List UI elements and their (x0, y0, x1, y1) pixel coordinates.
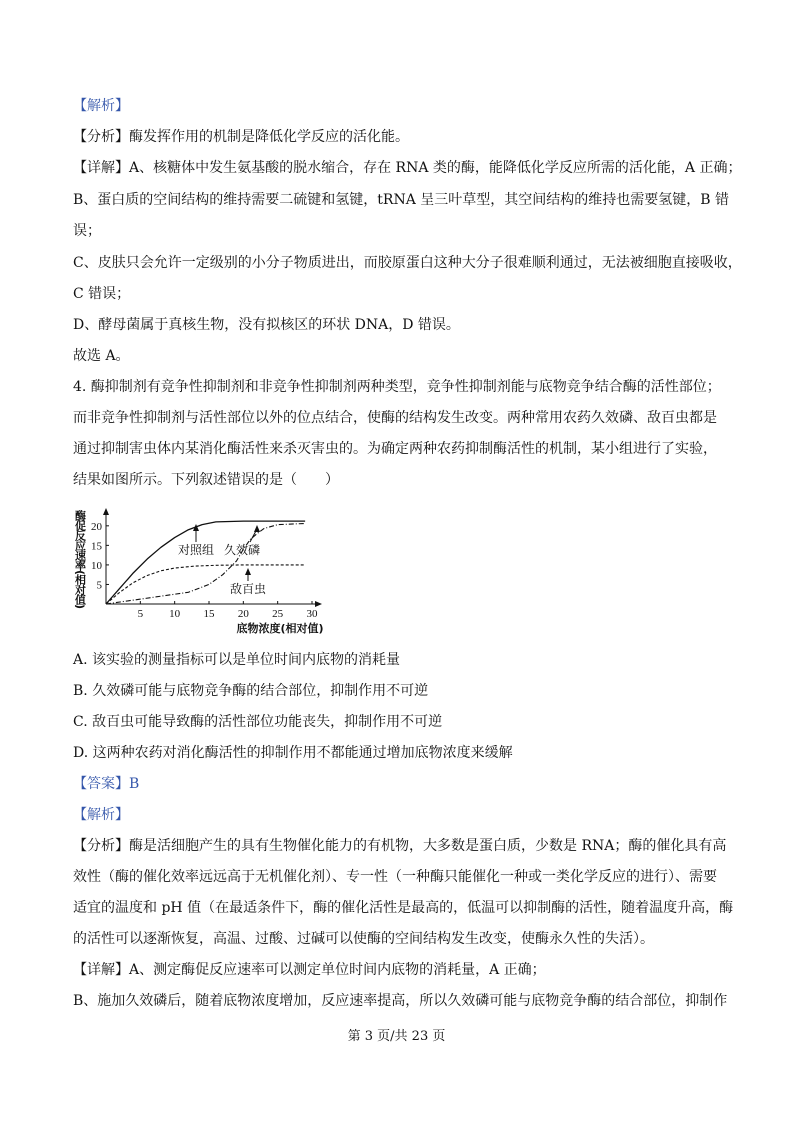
y-tick-label: 20 (91, 520, 102, 533)
text-line: B、施加久效磷后，随着底物浓度增加，反应速率提高，所以久效磷可能与底物竞争酶的结合部位，抑制作 (73, 993, 728, 1009)
text-line: 【详解】A、核糖体中发生氨基酸的脱水缩合，存在 RNA 类的酶，能降低化学反应所需的活化能，A 正确； (73, 160, 742, 176)
x-tick-label: 25 (272, 608, 284, 620)
text-line: B. 久效磷可能与底物竞争酶的结合部位，抑制作用不可逆 (73, 683, 429, 699)
text-line: C. 敌百虫可能导致酶的活性部位功能丧失，抑制作用不可逆 (73, 714, 443, 730)
text-line: 【分析】酶发挥作用的机制是降低化学反应的活化能。 (73, 129, 409, 145)
series-line-0 (106, 521, 305, 604)
series-label: 久效磷 (223, 543, 261, 557)
text-line: 【答案】B (73, 776, 140, 792)
text-line: 的活性可以逐渐恢复，高温、过酸、过碱可以使酶的空间结构发生改变，使酶永久性的失活）。 (73, 931, 654, 947)
page-footer: 第 3 页/共 23 页 (347, 1029, 446, 1044)
enzyme-rate-chart (72, 500, 332, 640)
text-line: D、酵母菌属于真核生物，没有拟核区的环状 DNA，D 错误。 (73, 317, 460, 333)
text-line: 而非竞争性抑制剂与活性部位以外的位点结合，使酶的结构发生改变。两种常用农药久效磷、敌百虫都是 (73, 410, 717, 426)
annotation-arrow-head (245, 568, 251, 575)
text-line: A. 该实验的测量指标可以是单位时间内底物的消耗量 (73, 652, 401, 668)
x-tick-label: 20 (237, 608, 249, 620)
text-line: 【详解】A、测定酶促反应速率可以测定单位时间内底物的消耗量，A 正确； (73, 962, 546, 978)
text-line: 效性（酶的催化效率远远高于无机催化剂）、专一性（一种酶只能催化一种或一类化学反应的进行）、需要 (73, 869, 717, 885)
x-tick-label: 30 (306, 608, 318, 620)
y-tick-label: 10 (91, 559, 102, 572)
x-tick-label: 10 (169, 608, 181, 620)
text-line: D. 这两种农药对消化酶活性的抑制作用不都能通过增加底物浓度来缓解 (73, 745, 513, 761)
text-line: C、皮肤只会允许一定级别的小分子物质进出，而胶原蛋白这种大分子很难顺利通过，无法被细胞直接吸收， (73, 255, 742, 271)
annotation-arrow-head (254, 525, 260, 532)
text-line: 结果如图所示。下列叙述错误的是（ ） (73, 472, 339, 488)
text-line: 通过抑制害虫体内某消化酶活性来杀灭害虫的。为确定两种农药抑制酶活性的机制，某小组进行了实验， (73, 441, 717, 457)
text-line: 【解析】 (73, 807, 129, 823)
text-line: 4. 酶抑制剂有竞争性抑制剂和非竞争性抑制剂两种类型，竞争性抑制剂能与底物竞争结合酶的活性部位； (73, 379, 721, 395)
x-axis-arrow (315, 601, 322, 607)
y-axis-label: 酶促反应速率(相对值) (73, 510, 87, 609)
text-line: 故选 A。 (73, 348, 130, 364)
series-label: 敌百虫 (229, 582, 267, 596)
text-line: 【分析】酶是活细胞产生的具有生物催化能力的有机物，大多数是蛋白质，少数是 RNA；酶的催化具有高 (73, 838, 727, 854)
text-line: 误； (73, 223, 101, 239)
x-tick-label: 15 (203, 608, 215, 620)
series-label: 对照组 (177, 543, 215, 557)
text-line: C 错误； (73, 286, 131, 302)
series-line-1 (106, 523, 305, 604)
text-line: B、蛋白质的空间结构的维持需要二硫键和氢键，tRNA 呈三叶草型，其空间结构的维持也需要氢键，B 错 (73, 192, 730, 208)
y-axis-arrow (103, 508, 109, 515)
text-line: 【解析】 (73, 98, 129, 114)
y-tick-label: 5 (96, 579, 102, 592)
x-tick-label: 5 (137, 608, 144, 620)
y-tick-label: 15 (91, 540, 102, 553)
x-axis-label: 底物浓度(相对值) (236, 622, 324, 635)
text-line: 适宜的温度和 pH 值（在最适条件下，酶的催化活性是最高的，低温可以抑制酶的活性，随着温度升高，酶 (73, 900, 734, 916)
